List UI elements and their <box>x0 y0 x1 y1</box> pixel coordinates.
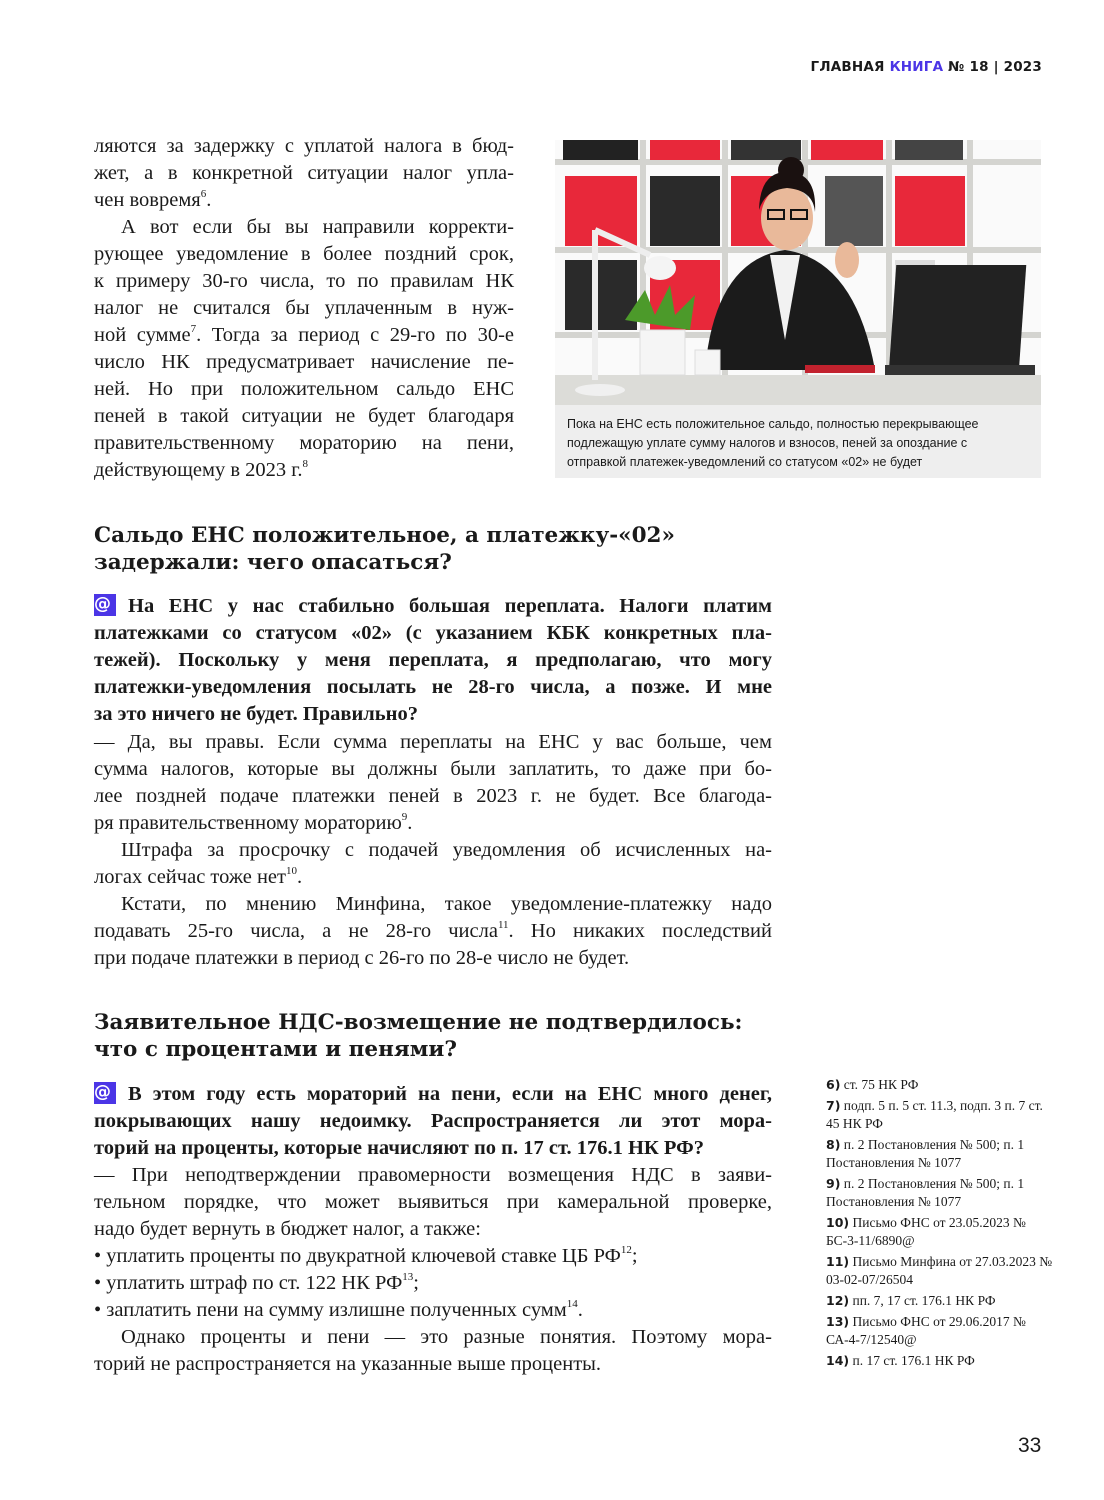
footnote-item <box>826 1214 1056 1250</box>
line-text: ной сумме <box>94 324 191 346</box>
footnote-text: пп. 7, 17 ст. 176.1 НК РФ <box>852 1293 996 1308</box>
line-text: платежками со статусом «02» (с указанием КБК конкретных пла- <box>94 622 772 644</box>
footnote-item <box>826 1175 1056 1211</box>
text-line <box>94 1081 772 1108</box>
text-line <box>94 647 772 674</box>
text-line <box>94 1297 772 1324</box>
footnote-ref: 9 <box>401 811 408 823</box>
footnote-text: Письмо Минфина от 27.03.2023 № 03-02-07/26504 <box>826 1254 1053 1287</box>
line-text: • заплатить пени на сумму излишне полученных сумм <box>94 1299 567 1321</box>
footnote-number: 12) <box>826 1293 850 1308</box>
text-line <box>94 593 772 620</box>
text-line <box>94 729 772 756</box>
line-text: число НК предусматривает начисление пе- <box>94 351 514 373</box>
text-line <box>94 945 772 972</box>
footnote-item <box>826 1292 1056 1310</box>
line-text: торий не распространяется на указанные выше проценты. <box>94 1353 602 1375</box>
line-text: действующему в 2023 г. <box>94 459 303 481</box>
photo-caption: Пока на ЕНС есть положительное сальдо, полностью перекрывающее подлежащую уплате сумму налогов и взносов, пеней за опоздание с отправкой платежек-уведомлений со статусом «02» не будет <box>555 405 1041 478</box>
at-sign-icon: @ <box>94 1082 116 1104</box>
line-text: надо будет вернуть в бюджет налог, а также: <box>94 1218 481 1240</box>
line-text: покрывающих нашу недоимку. Распространяется ли этот мора- <box>94 1110 772 1132</box>
intro-text-column <box>94 133 514 484</box>
text-line <box>94 756 772 783</box>
text-line <box>94 1216 772 1243</box>
section-2-answer <box>94 1162 772 1378</box>
line-text: сумма налогов, которые вы должны были заплатить, то даже при бо- <box>94 758 772 780</box>
text-line <box>94 701 772 728</box>
text-line <box>94 620 772 647</box>
footnote-item <box>826 1253 1056 1289</box>
line-text: платежки-уведомления посылать не 28-го числа, а позже. И мне <box>94 676 772 698</box>
line-text: • уплатить штраф по ст. 122 НК РФ <box>94 1272 403 1294</box>
text-line <box>94 241 514 268</box>
text-line <box>94 1243 772 1270</box>
section-2-heading <box>94 1009 743 1063</box>
text-line <box>94 430 514 457</box>
line-text: Кстати, по мнению Минфина, такое уведомление-платежку надо <box>121 893 772 915</box>
text-line <box>94 1324 772 1351</box>
heading-line: Заявительное НДС-возмещение не подтвердилось: <box>94 1010 743 1035</box>
line-text: при подаче платежки в период с 26-го по 28-е число не будет. <box>94 947 630 969</box>
text-line <box>94 1189 772 1216</box>
footnote-ref: 14 <box>566 1298 578 1310</box>
text-line <box>94 376 514 403</box>
brand-name-accent: КНИГА <box>889 59 944 75</box>
footnote-ref: 7 <box>190 323 197 335</box>
text-line <box>94 1135 772 1162</box>
text-line <box>94 457 514 484</box>
text-line <box>94 187 514 214</box>
section-1-question <box>94 593 772 728</box>
line-text: Штрафа за просрочку с подачей уведомления об исчисленных на- <box>121 839 772 861</box>
line-text: . <box>577 1299 583 1321</box>
page-number: 33 <box>1018 1434 1042 1457</box>
line-text: к примеру 30-го числа, то по правилам НК <box>94 270 514 292</box>
line-text: торий на проценты, которые начисляют по п. 17 ст. 176.1 НК РФ? <box>94 1137 704 1159</box>
section-1-heading <box>94 522 675 576</box>
line-text: жет, а в конкретной ситуации налог упла- <box>94 162 514 184</box>
heading-line: Сальдо ЕНС положительное, а платежку-«02» <box>94 523 675 548</box>
line-text: пеней в такой ситуации не будет благодаря <box>94 405 514 427</box>
line-text: ляются за задержку с уплатой налога в бюд- <box>94 135 514 157</box>
text-line <box>94 918 772 945</box>
footnote-text: ст. 75 НК РФ <box>843 1077 919 1092</box>
line-text: На ЕНС у нас стабильно большая переплата. Налоги платим <box>128 595 772 617</box>
footnote-number: 8) <box>826 1137 841 1152</box>
footnote-text: Письмо ФНС от 29.06.2017 № СА-4-7/12540@ <box>826 1314 1026 1347</box>
line-text: . <box>206 189 212 211</box>
text-line <box>94 891 772 918</box>
text-line <box>94 133 514 160</box>
section-1-answer <box>94 729 772 972</box>
line-text: — При неподтверждении правомерности возмещения НДС в заяви- <box>94 1164 772 1186</box>
footnote-text: подп. 5 п. 5 ст. 11.3, подп. 3 п. 7 ст. 45 НК РФ <box>826 1098 1043 1131</box>
footnote-number: 6) <box>826 1077 841 1092</box>
line-text: логах сейчас тоже нет <box>94 866 286 888</box>
footnote-number: 13) <box>826 1314 850 1329</box>
text-line <box>94 674 772 701</box>
footnote-text: п. 2 Постановления № 500; п. 1 Постановления № 1077 <box>826 1176 1025 1209</box>
text-line <box>94 349 514 376</box>
office-photo <box>555 140 1041 405</box>
line-text: — Да, вы правы. Если сумма переплаты на ЕНС у вас больше, чем <box>94 731 772 753</box>
line-text: . <box>297 866 303 888</box>
line-text: тежей). Поскольку у меня переплата, я предполагаю, что могу <box>94 649 772 671</box>
footnote-item <box>826 1076 1056 1094</box>
footnote-number: 14) <box>826 1353 850 1368</box>
line-text: . Но никаких последствий <box>508 920 772 942</box>
line-text: рующее уведомление в более поздний срок, <box>94 243 514 265</box>
section-2-question <box>94 1081 772 1162</box>
text-line <box>94 837 772 864</box>
line-text: лее поздней подаче платежки пеней в 2023 г. не будет. Все благода- <box>94 785 772 807</box>
line-text: тельном порядке, что может выявиться при камеральной проверке, <box>94 1191 772 1213</box>
footnote-item <box>826 1136 1056 1172</box>
footnote-ref: 8 <box>302 458 308 470</box>
text-line <box>94 783 772 810</box>
text-line <box>94 1162 772 1189</box>
text-line <box>94 160 514 187</box>
line-text: подавать 25-го числа, а не 28-го числа <box>94 920 498 942</box>
line-text: В этом году есть мораторий на пени, если на ЕНС много денег, <box>128 1083 772 1105</box>
woman-at-desk-illustration <box>555 140 1041 405</box>
footnote-number: 7) <box>826 1098 841 1113</box>
footnote-ref: 6 <box>200 188 207 200</box>
line-text: А вот если бы вы направили корректи- <box>121 216 514 238</box>
brand-name: ГЛАВНАЯ <box>810 59 885 75</box>
line-text: ; <box>631 1245 638 1267</box>
text-line <box>94 295 514 322</box>
heading-line: задержали: чего опасаться? <box>94 550 452 575</box>
text-line <box>94 1270 772 1297</box>
footnote-text: п. 2 Постановления № 500; п. 1 Постановления № 1077 <box>826 1137 1025 1170</box>
footnote-item <box>826 1313 1056 1349</box>
at-sign-icon: @ <box>94 594 116 616</box>
footnote-text: п. 17 ст. 176.1 НК РФ <box>852 1353 975 1368</box>
footnote-ref: 12 <box>620 1244 632 1256</box>
heading-line: что с процентами и пенями? <box>94 1037 457 1062</box>
line-text: за это ничего не будет. Правильно? <box>94 703 418 725</box>
footnote-ref: 13 <box>402 1271 414 1283</box>
issue-number: № 18 | 2023 <box>948 59 1042 75</box>
line-text: ря правительственному мораторию <box>94 812 402 834</box>
line-text: ; <box>413 1272 419 1294</box>
footnote-number: 11) <box>826 1254 850 1269</box>
line-text: правительственному мораторию на пени, <box>94 432 514 454</box>
footnote-text: Письмо ФНС от 23.05.2023 № БС-3-11/6890@ <box>826 1215 1026 1248</box>
footnote-ref: 11 <box>497 919 509 931</box>
text-line <box>94 1108 772 1135</box>
line-text: налог не считался бы уплаченным в нуж- <box>94 297 514 319</box>
text-line <box>94 810 772 837</box>
line-text: ней. Но при положительном сальдо ЕНС <box>94 378 514 400</box>
text-line <box>94 214 514 241</box>
footnote-item <box>826 1097 1056 1133</box>
text-line <box>94 322 514 349</box>
line-text: • уплатить проценты по двукратной ключевой ставке ЦБ РФ <box>94 1245 621 1267</box>
text-line <box>94 1351 772 1378</box>
text-line <box>94 864 772 891</box>
footnote-number: 10) <box>826 1215 850 1230</box>
line-text: Однако проценты и пени — это разные понятия. Поэтому мора- <box>121 1326 772 1348</box>
text-line <box>94 403 514 430</box>
footnote-item <box>826 1352 1056 1370</box>
text-line <box>94 268 514 295</box>
line-text: . <box>407 812 413 834</box>
running-header <box>811 59 1042 75</box>
line-text: чен вовремя <box>94 189 201 211</box>
footnote-ref: 10 <box>286 865 297 877</box>
footnotes <box>826 1076 1056 1373</box>
footnote-number: 9) <box>826 1176 841 1191</box>
line-text: . Тогда за период с 29-го по 30-е <box>196 324 514 346</box>
